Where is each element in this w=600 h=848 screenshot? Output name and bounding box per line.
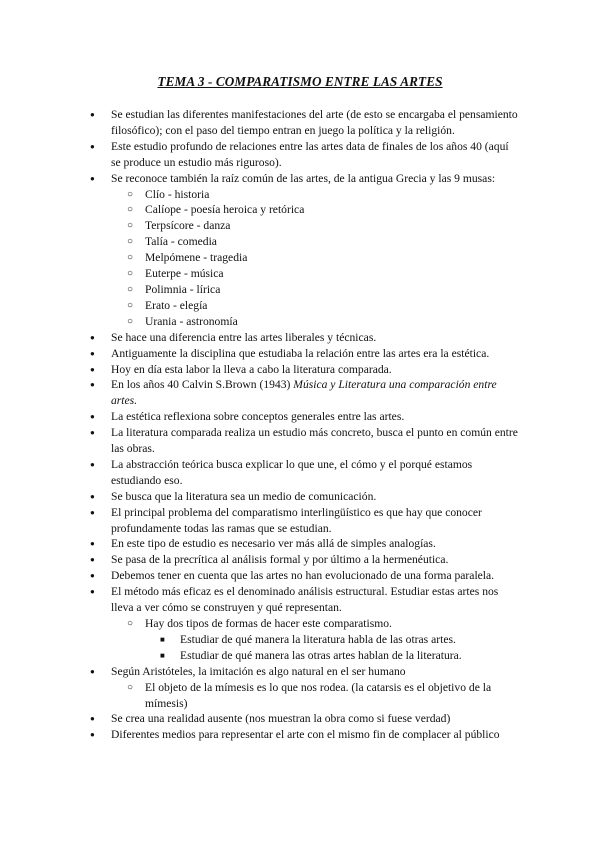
bullet-icon: ● — [90, 571, 95, 581]
bullet-icon: ● — [90, 555, 95, 565]
bullet-icon: ● — [90, 173, 95, 183]
list-item-level-1 — [0, 457, 520, 489]
list-item-level-1 — [0, 584, 520, 616]
list-item-text: Erato - elegía — [145, 298, 208, 312]
list-item-text: Polimnia - lírica — [145, 282, 221, 296]
list-item-text: La abstracción teórica busca explicar lo que une, el cómo y el porqué estamos estudiando eso. — [111, 457, 473, 487]
bullet-icon: ■ — [160, 634, 165, 644]
list-item-text: Hay dos tipos de formas de hacer este comparatismo. — [145, 617, 392, 630]
list-item-text: Se reconoce también la raíz común de las artes, de la antigua Grecia y las 9 musas: — [111, 171, 496, 185]
list-item-level-1 — [0, 711, 520, 727]
list-item-text: Se pasa de la precrítica al análisis formal y por último a la hermenéutica. — [111, 553, 449, 567]
bullet-icon: ○ — [127, 681, 134, 693]
bullet-icon: ● — [90, 110, 95, 119]
bullet-icon: ● — [90, 348, 95, 358]
list-item-level-3 — [0, 648, 520, 664]
list-item-level-2 — [0, 266, 520, 282]
bullet-icon: ● — [90, 587, 95, 597]
list-item-level-1 — [0, 362, 520, 378]
bullet-icon: ● — [90, 539, 95, 549]
list-item-text: Clío - historia — [145, 187, 210, 201]
list-item-text: Antiguamente la disciplina que estudiaba la relación entre las artes era la estética. — [111, 346, 490, 360]
list-item-text: El principal problema del comparatismo interlingüístico es que hay que conocer profundamente todas las ramas que se estudian. — [111, 505, 482, 535]
bullet-icon: ● — [90, 459, 95, 469]
list-item-level-2 — [0, 314, 520, 330]
list-item-level-2 — [0, 218, 520, 234]
bullet-icon: ● — [90, 141, 95, 151]
list-item-level-1 — [0, 568, 520, 584]
bullet-icon: ● — [90, 364, 95, 374]
list-item-text: En los años 40 Calvin S.Brown (1943) — [111, 378, 294, 392]
list-item-text: Talía - comedia — [145, 235, 217, 249]
book-title: Música y Literatura una comparación entre artes. — [111, 378, 497, 408]
bullet-icon: ○ — [127, 252, 134, 264]
bullet-icon: ● — [90, 412, 95, 422]
bullet-icon: ○ — [127, 236, 134, 248]
bullet-icon: ● — [90, 380, 95, 390]
list-item-text: El objeto de la mímesis es lo que nos rodea. (la catarsis es el objetivo de la mímesis) — [145, 680, 492, 710]
list-item-text: Según Aristóteles, la imitación es algo natural en el ser humano — [111, 664, 406, 678]
bullet-icon: ● — [90, 666, 95, 676]
bullet-icon: ○ — [127, 283, 134, 295]
list-item-text: Se crea una realidad ausente (nos muestran la obra como si fuese verdad) — [111, 712, 451, 726]
list-item-text: Estudiar de qué manera las otras artes hablan de la literatura. — [180, 648, 462, 662]
list-item-level-2 — [0, 202, 520, 218]
bullet-icon: ● — [90, 428, 95, 438]
list-item-text: Calíope - poesía heroica y retórica — [145, 203, 305, 217]
document-title: TEMA 3 - COMPARATISMO ENTRE LAS ARTES — [157, 74, 443, 89]
list-item-text: Se busca que la literatura sea un medio de comunicación. — [111, 489, 377, 503]
list-item-text: Diferentes medios para representar el arte con el mismo fin de complacer al público — [111, 728, 500, 742]
list-item-level-1 — [0, 727, 520, 743]
list-item-text: La literatura comparada realiza un estudio más concreto, busca el punto en común entre las obras. — [111, 426, 518, 456]
list-item-level-1 — [0, 409, 520, 425]
list-item-level-2 — [0, 298, 520, 314]
bullet-icon: ○ — [127, 188, 134, 200]
bullet-icon: ● — [90, 332, 95, 342]
list-item-text: Estudiar de qué manera la literatura habla de las otras artes. — [180, 632, 456, 646]
list-item-text: Se estudian las diferentes manifestaciones del arte (de esto se encargaba el pensamiento filosófico); con el paso del tiempo entran en juego la política y la religión. — [111, 108, 518, 137]
list-item-level-1 — [0, 664, 520, 680]
list-item-level-3 — [0, 632, 520, 648]
list-item-text: Hoy en día esta labor la lleva a cabo la literatura comparada. — [111, 362, 392, 376]
list-item-level-1 — [0, 536, 520, 552]
list-item-level-1 — [0, 377, 520, 409]
bullet-icon: ● — [90, 730, 95, 740]
list-item-text: Melpómene - tragedia — [145, 251, 248, 265]
list-item-level-2 — [0, 234, 520, 250]
list-item-level-1 — [0, 425, 520, 457]
bullet-icon: ○ — [127, 618, 134, 629]
list-item-text: Terpsícore - danza — [145, 219, 231, 233]
bullet-icon: ■ — [160, 650, 165, 660]
list-item-level-1 — [0, 505, 520, 537]
bullet-icon: ○ — [127, 315, 134, 327]
bullet-icon: ○ — [127, 204, 134, 216]
bullet-icon: ● — [90, 714, 95, 724]
bullet-icon: ● — [90, 491, 95, 501]
list-item-level-1 — [0, 107, 520, 139]
bullet-icon: ○ — [127, 268, 134, 280]
list-item-text: Debemos tener en cuenta que las artes no han evolucionado de una forma paralela. — [111, 569, 495, 583]
list-item-text: En este tipo de estudio es necesario ver más allá de simples analogías. — [111, 537, 436, 551]
bullet-icon: ○ — [127, 220, 134, 232]
list-item-level-2 — [0, 680, 520, 712]
list-item-level-1 — [0, 330, 520, 346]
list-item-level-1 — [0, 489, 520, 505]
list-item-text: Se hace una diferencia entre las artes liberales y técnicas. — [111, 330, 377, 344]
list-item-text: El método más eficaz es el denominado análisis estructural. Estudiar estas artes nos lleva a ver cómo se construyen y qué representan. — [111, 585, 499, 615]
list-item-level-2 — [0, 282, 520, 298]
bullet-list — [0, 107, 600, 743]
list-item-text: Urania - astronomía — [145, 314, 238, 328]
list-item-level-2 — [0, 187, 520, 203]
list-item-level-1 — [0, 171, 520, 187]
bullet-icon: ○ — [127, 299, 134, 311]
list-item-text: Euterpe - música — [145, 267, 224, 281]
list-item-text: La estética reflexiona sobre conceptos generales entre las artes. — [111, 410, 405, 424]
list-item-level-2 — [0, 250, 520, 266]
list-item-level-1 — [0, 346, 520, 362]
list-item-level-2 — [0, 616, 520, 632]
list-item-level-1 — [0, 552, 520, 568]
list-item-level-1 — [0, 139, 520, 171]
bullet-icon: ● — [90, 507, 95, 517]
list-item-text: Este estudio profundo de relaciones entre las artes data de finales de los años 40 (aquí se produce un estudio más riguroso). — [111, 139, 509, 169]
